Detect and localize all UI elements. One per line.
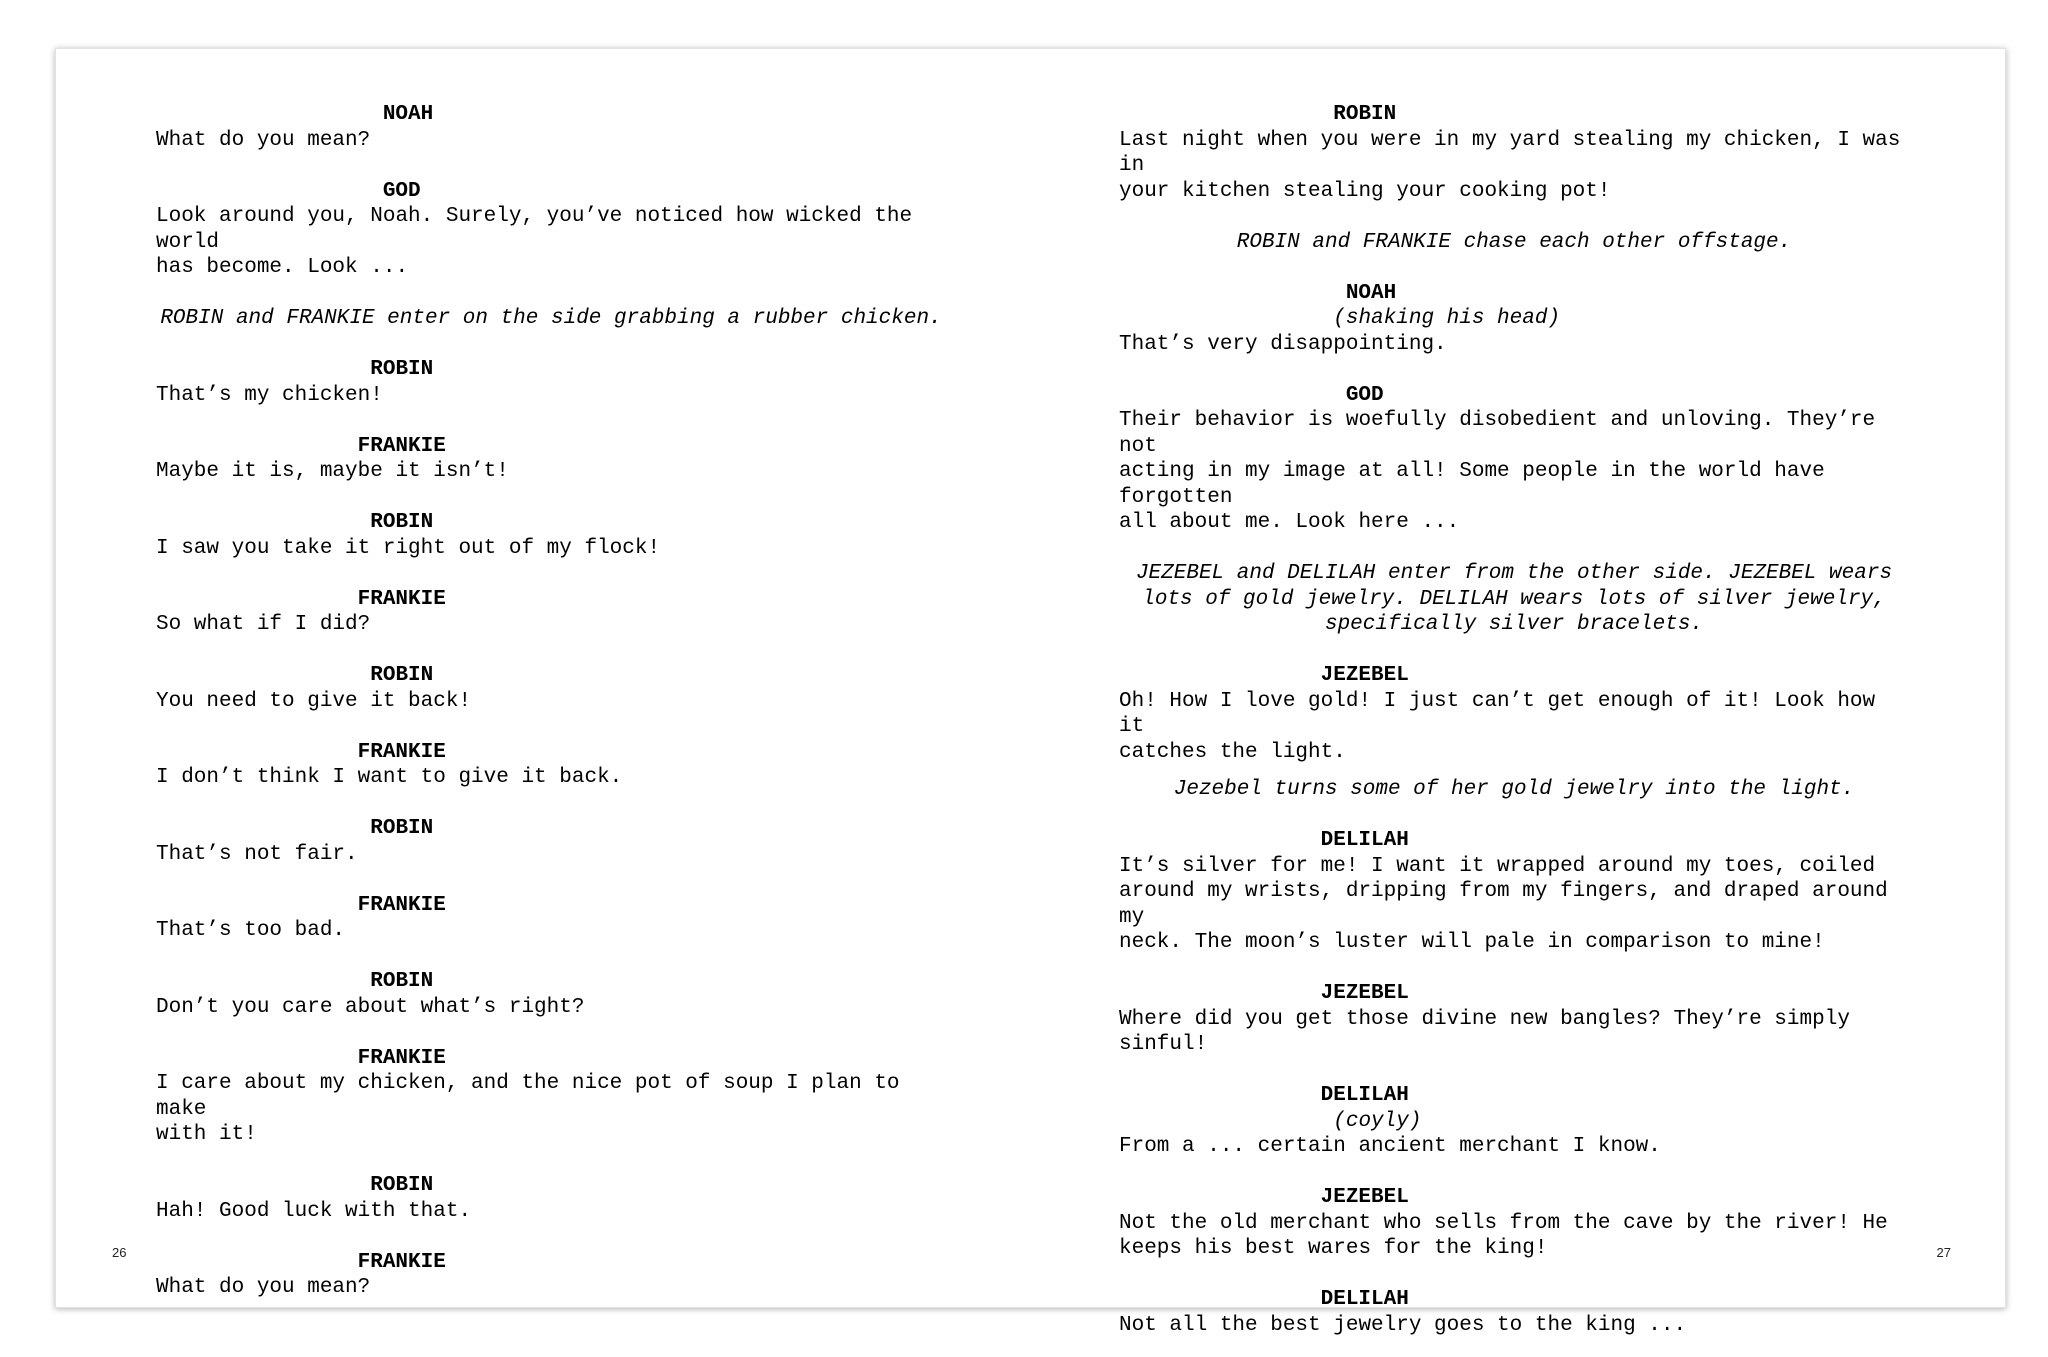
stage-direction: ROBIN and FRANKIE enter on the side grabbing a rubber chicken.: [160, 307, 942, 330]
character-name: FRANKIE: [357, 740, 446, 764]
script-column-left: [156, 102, 946, 1301]
character-name: ROBIN: [370, 664, 434, 687]
script-column-right: [1119, 102, 1909, 1338]
character-name: JEZEBEL: [1320, 982, 1409, 1005]
book-spread: [55, 48, 2006, 1337]
dialogue-line: I saw you take it right out of my flock!: [156, 536, 661, 560]
dialogue-line: It’s silver for me! I want it wrapped around my toes, coiled around my wrists, dripping from my fingers, and draped around my neck. The moon’s luster will pale in comparison to mine!: [1119, 854, 1888, 954]
dialogue-line: Their behavior is woefully disobedient and unloving. They’re not acting in my image at all! Some people in the world have forgotten all about me. Look here ...: [1119, 409, 1876, 534]
character-name: DELILAH: [1320, 829, 1409, 852]
dialogue-line: What do you mean?: [156, 1276, 371, 1299]
character-name: NOAH: [382, 103, 434, 126]
dialogue-line: You need to give it back!: [156, 689, 472, 713]
character-name: FRANKIE: [357, 1046, 446, 1070]
dialogue-line: Not the old merchant who sells from the cave by the river! He keeps his best wares for the king!: [1119, 1211, 1888, 1260]
page-number-left: 26: [112, 1245, 127, 1260]
parenthetical: (coyly): [1333, 1109, 1422, 1133]
stage-direction: ROBIN and FRANKIE chase each other offstage.: [1236, 230, 1792, 254]
dialogue-line: Maybe it is, maybe it isn’t!: [156, 460, 509, 483]
dialogue-line: That’s not fair.: [156, 842, 358, 866]
character-name: FRANKIE: [357, 587, 446, 611]
character-name: JEZEBEL: [1320, 1186, 1409, 1209]
dialogue-line: From a ... certain ancient merchant I know.: [1119, 1135, 1661, 1158]
stage-direction: JEZEBEL and DELILAH enter from the other side. JEZEBEL wears lots of gold jewelry. DELILAH wears lots of silver jewelry, specifically silver bracelets.: [1135, 562, 1893, 636]
dialogue-line: Not all the best jewelry goes to the king ...: [1119, 1313, 1687, 1337]
character-name: NOAH: [1345, 281, 1397, 305]
dialogue-line: So what if I did?: [156, 613, 371, 636]
character-name: ROBIN: [370, 511, 434, 534]
dialogue-line: Look around you, Noah. Surely, you’ve noticed how wicked the world has become. Look ...: [156, 205, 913, 279]
right-page: [1031, 49, 2007, 1337]
character-name: FRANKIE: [357, 434, 446, 458]
character-name: ROBIN: [370, 1174, 434, 1197]
character-name: ROBIN: [370, 358, 434, 381]
dialogue-line: Hah! Good luck with that.: [156, 1199, 472, 1223]
parenthetical: (shaking his head): [1333, 307, 1561, 330]
left-page: [56, 49, 1031, 1307]
character-name: DELILAH: [1320, 1288, 1409, 1311]
dialogue-line: That’s very disappointing.: [1119, 332, 1447, 356]
dialogue-line: Oh! How I love gold! I just can’t get enough of it! Look how it catches the light.: [1119, 689, 1876, 764]
dialogue-line: I care about my chicken, and the nice pot of soup I plan to make with it!: [156, 1072, 900, 1146]
character-name: DELILAH: [1320, 1084, 1409, 1107]
page-number-right: 27: [1936, 1245, 1951, 1260]
character-name: ROBIN: [370, 970, 434, 993]
character-name: GOD: [382, 179, 421, 203]
dialogue-line: That’s too bad.: [156, 919, 346, 942]
dialogue-line: That’s my chicken!: [156, 383, 383, 407]
dialogue-line: What do you mean?: [156, 128, 371, 152]
dialogue-line: Where did you get those divine new bangles? They’re simply sinful!: [1119, 1007, 1863, 1056]
dialogue-line: I don’t think I want to give it back.: [156, 766, 623, 789]
character-name: FRANKIE: [357, 893, 446, 917]
stage-direction: Jezebel turns some of her gold jewelry into the light.: [1173, 778, 1855, 801]
character-name: JEZEBEL: [1320, 664, 1409, 687]
character-name: ROBIN: [370, 817, 434, 840]
character-name: GOD: [1345, 383, 1384, 407]
dialogue-line: Don’t you care about what’s right?: [156, 995, 585, 1019]
character-name: FRANKIE: [357, 1250, 446, 1274]
dialogue-line: Last night when you were in my yard stealing my chicken, I was in your kitchen stealing your cooking pot!: [1119, 128, 1901, 203]
character-name: ROBIN: [1333, 103, 1397, 126]
